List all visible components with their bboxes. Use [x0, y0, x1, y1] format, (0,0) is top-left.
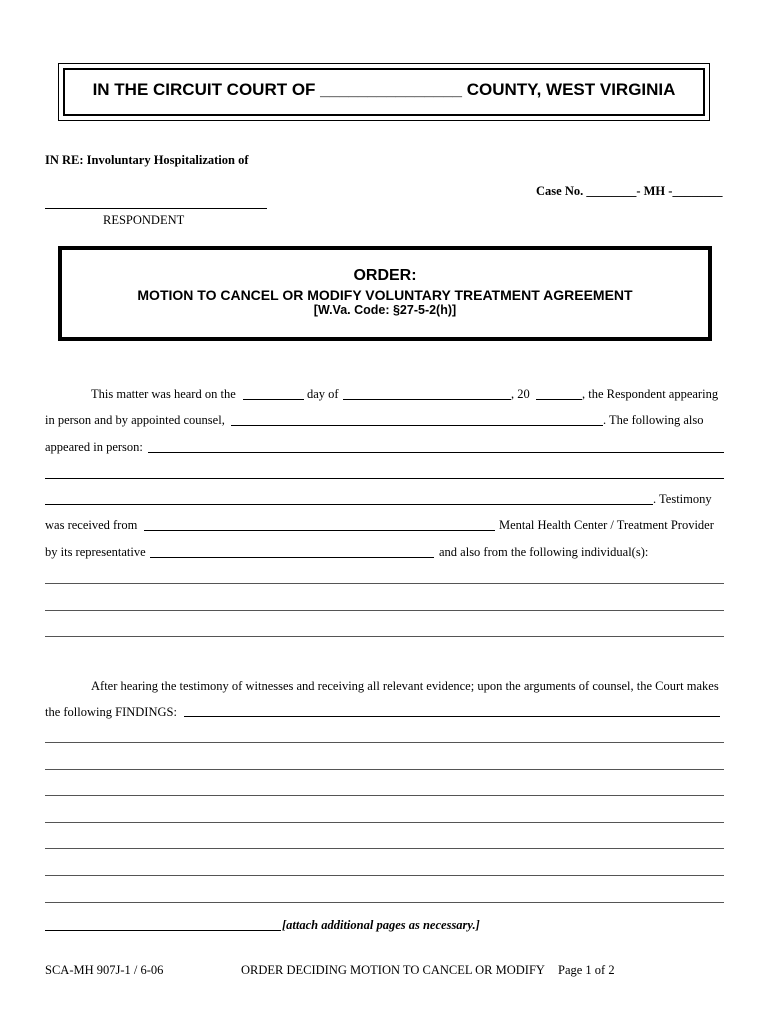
order-title: ORDER:: [353, 267, 417, 284]
day-of-label: day of: [307, 387, 339, 401]
representative-field[interactable]: [150, 557, 434, 558]
findings-line-9[interactable]: [45, 930, 281, 931]
heard-on-label: This matter was heard on the: [91, 387, 236, 401]
individual-line-1[interactable]: [45, 583, 724, 584]
year-prefix-label: , 20: [511, 387, 530, 401]
representative-label: by its representative: [45, 545, 146, 559]
mental-health-center-label: Mental Health Center / Treatment Provider: [499, 518, 714, 532]
mental-health-center-field[interactable]: [144, 530, 495, 531]
individual-line-2[interactable]: [45, 610, 724, 611]
respondent-appearing-label: , the Respondent appearing: [582, 387, 719, 401]
attach-pages-note: [attach additional pages as necessary.]: [282, 918, 480, 932]
findings-line-3[interactable]: [45, 769, 724, 770]
appeared-field-2[interactable]: [45, 478, 724, 479]
findings-line-8[interactable]: [45, 902, 724, 903]
following-also-label: . The following also: [603, 413, 704, 427]
case-number: Case No. ________- MH -________: [536, 184, 723, 198]
respondent-name-line[interactable]: [45, 208, 267, 209]
findings-label: the following FINDINGS:: [45, 705, 177, 719]
after-hearing-text: After hearing the testimony of witnesses and receiving all relevant evidence; upon the arguments of counsel, the Court makes: [91, 679, 719, 693]
counsel-field[interactable]: [231, 425, 603, 426]
individual-line-3[interactable]: [45, 636, 724, 637]
month-field[interactable]: [343, 399, 511, 400]
appeared-field-1[interactable]: [148, 452, 724, 453]
findings-line-6[interactable]: [45, 848, 724, 849]
court-title: IN THE CIRCUIT COURT OF _______________ COUNTY, WEST VIRGINIA: [92, 80, 676, 99]
page-number: Page 1 of 2: [558, 963, 615, 977]
received-from-label: was received from: [45, 518, 138, 532]
findings-line-2[interactable]: [45, 742, 724, 743]
appointed-counsel-label: in person and by appointed counsel,: [45, 413, 225, 427]
form-title: ORDER DECIDING MOTION TO CANCEL OR MODIFY: [241, 963, 545, 977]
day-field[interactable]: [243, 399, 304, 400]
statute-citation: [W.Va. Code: §27-5-2(h)]: [313, 303, 457, 317]
in-re-label: IN RE: Involuntary Hospitalization of: [45, 153, 249, 167]
appeared-field-3[interactable]: [45, 504, 653, 505]
form-id: SCA-MH 907J-1 / 6-06: [45, 963, 164, 977]
respondent-label: RESPONDENT: [103, 213, 185, 227]
findings-field-1[interactable]: [184, 716, 720, 717]
year-field[interactable]: [536, 399, 582, 400]
findings-line-5[interactable]: [45, 822, 724, 823]
findings-line-4[interactable]: [45, 795, 724, 796]
individuals-label: and also from the following individual(s):: [439, 545, 649, 559]
findings-line-7[interactable]: [45, 875, 724, 876]
testimony-label: . Testimony: [653, 492, 712, 506]
appeared-in-person-label: appeared in person:: [45, 440, 143, 454]
order-subtitle: MOTION TO CANCEL OR MODIFY VOLUNTARY TREATMENT AGREEMENT: [137, 287, 633, 303]
